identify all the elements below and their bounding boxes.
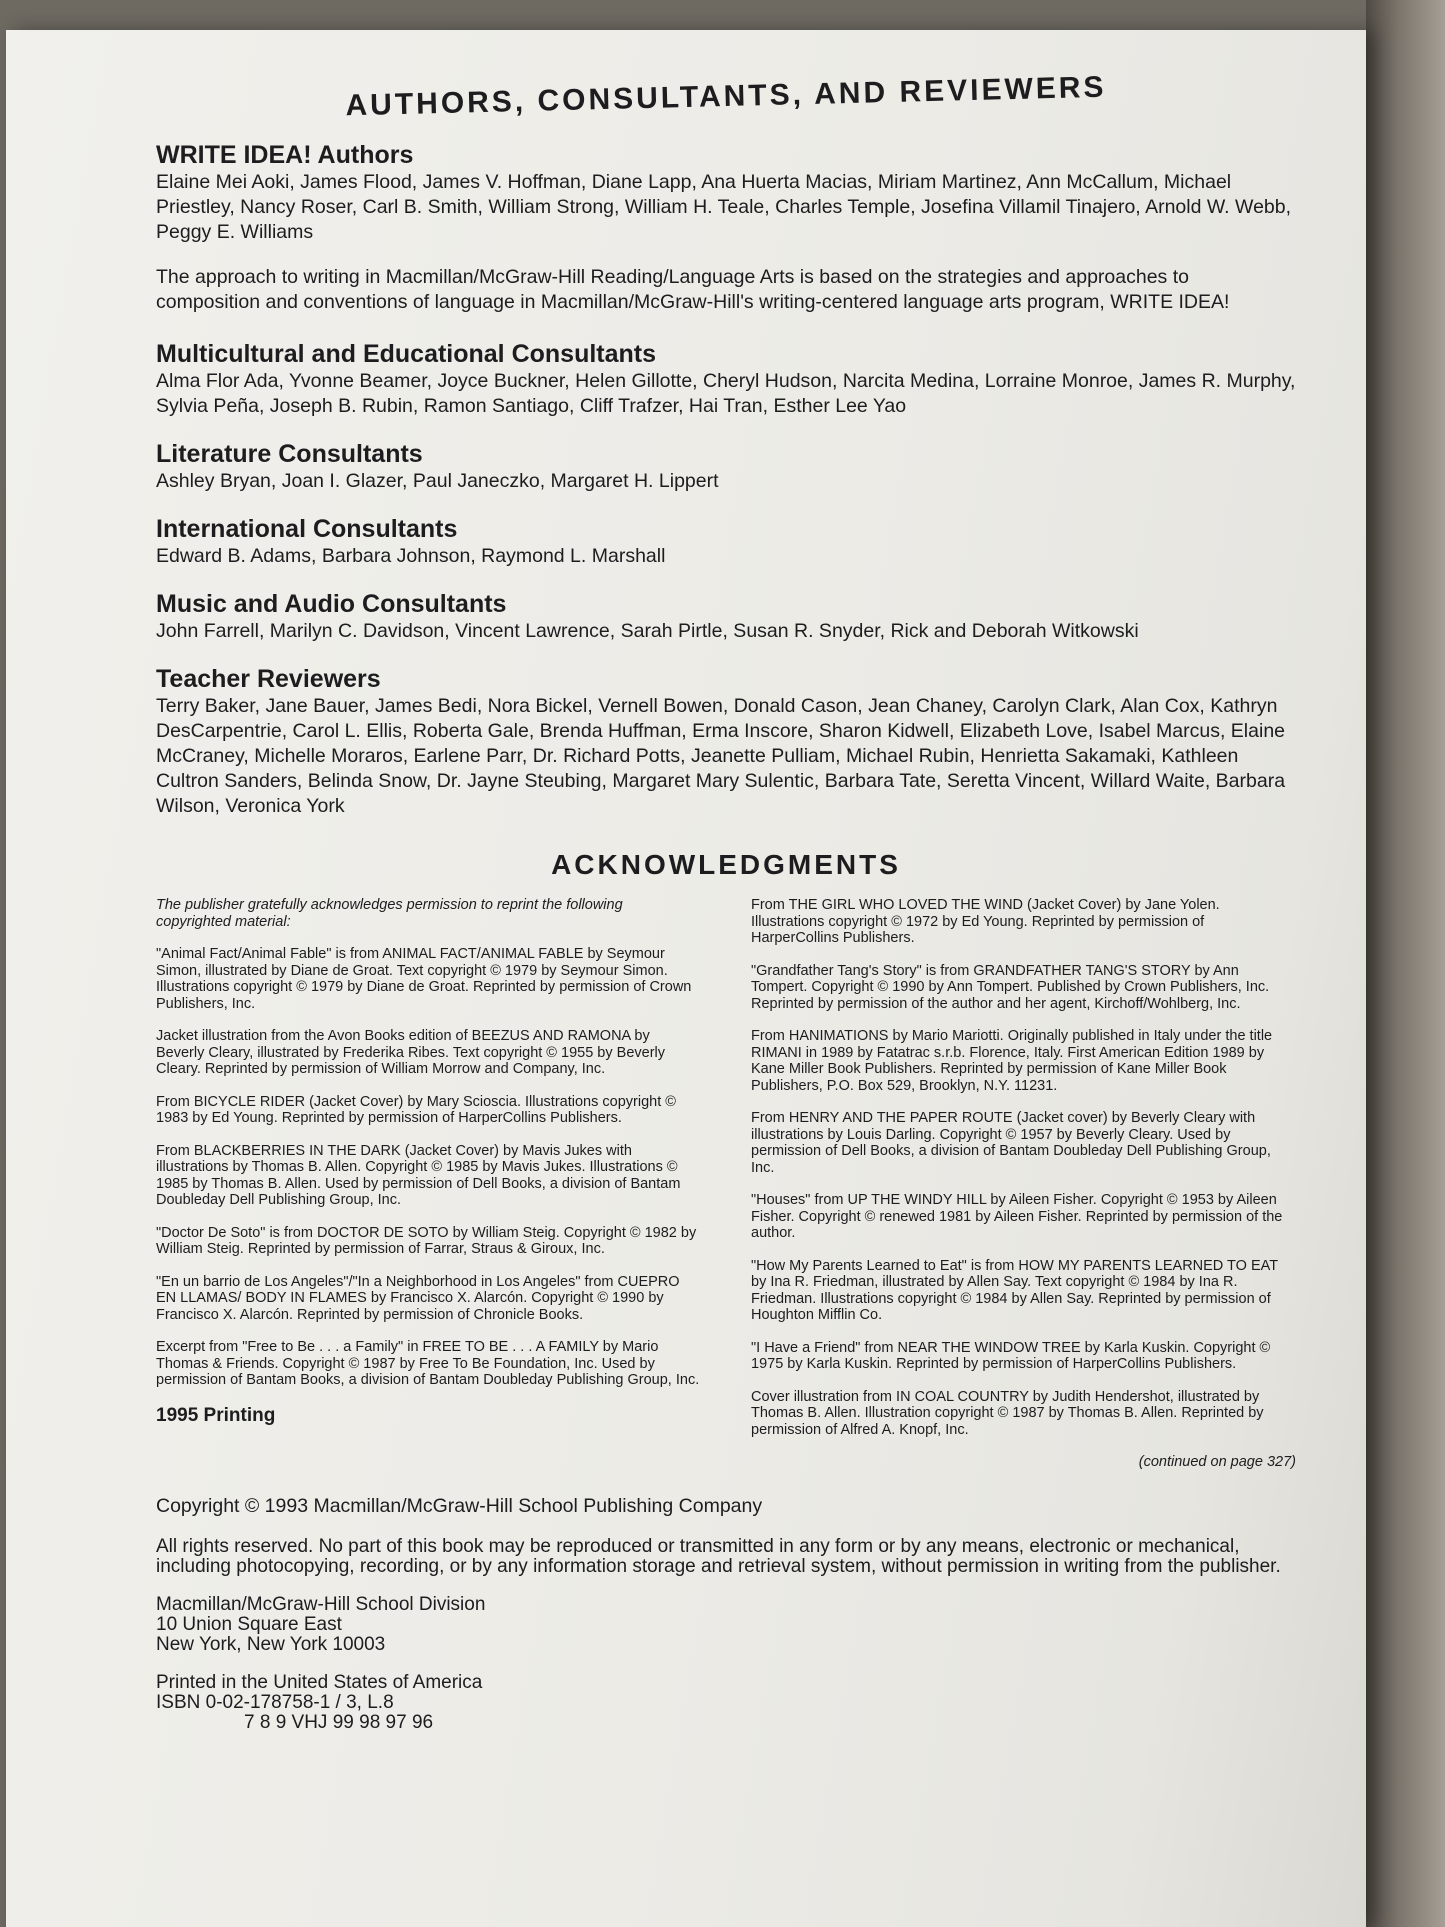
isbn: ISBN 0-02-178758-1 / 3, L.8: [156, 1691, 394, 1713]
print-info: [156, 1673, 1296, 1733]
ack-entry: "Houses" from UP THE WINDY HILL by Aileen Fisher. Copyright © 1953 by Aileen Fisher. Copyright © renewed 1981 by Aileen Fisher. Reprinted by permission of the author.: [751, 1192, 1283, 1241]
ack-entry: "Doctor De Soto" is from DOCTOR DE SOTO by William Steig. Copyright © 1982 by William Steig. Reprinted by permission of Farrar, Straus & Giroux, Inc.: [156, 1224, 697, 1257]
section-names: Elaine Mei Aoki, James Flood, James V. Hoffman, Diane Lapp, Ana Huerta Macias, Miriam Martinez, Ann McCallum, Michael Priestley, Nancy Roser, Carl B. Smith, William Strong, William H. Teale, Charles Temple, Josefina Villamil Tinajero, Arnold W. Webb, Peggy E. Williams: [156, 171, 1292, 243]
address-line: Macmillan/McGraw-Hill School Division: [156, 1593, 486, 1615]
section-heading: Multicultural and Educational Consultants: [156, 340, 657, 368]
section-heading: Music and Audio Consultants: [156, 590, 507, 618]
address-line: New York, New York 10003: [156, 1633, 386, 1655]
approach-paragraph: The approach to writing in Macmillan/McGraw-Hill Reading/Language Arts is based on the strategies and approaches to composition and conventions of language in Macmillan/McGraw-Hill's writing-centered language arts program, WRITE IDEA!: [156, 266, 1230, 313]
ack-entry: Cover illustration from IN COAL COUNTRY by Judith Hendershot, illustrated by Thomas B. Allen. Illustration copyright © 1987 by Thomas B. Allen. Reprinted by permission of Alfred A. Knopf, Inc.: [751, 1388, 1264, 1438]
rights-reserved: All rights reserved. No part of this book may be reproduced or transmitted in any form or by any means, electronic or mechanical, including photocopying, recording, or by any information storage and retrieval system, without permission in writing from the publisher.: [156, 1535, 1281, 1577]
section-names: Alma Flor Ada, Yvonne Beamer, Joyce Buckner, Helen Gillotte, Cheryl Hudson, Narcita Medina, Lorraine Monroe, James R. Murphy, Sylvia Peña, Joseph B. Rubin, Ramon Santiago, Cliff Trafzer, Hai Tran, Esther Lee Yao: [156, 370, 1296, 417]
page-title: AUTHORS, CONSULTANTS, AND REVIEWERS: [345, 70, 1107, 123]
book-page: [6, 30, 1366, 1927]
publisher-address: [156, 1595, 1296, 1655]
printed-in: Printed in the United States of America: [156, 1671, 483, 1693]
address-line: 10 Union Square East: [156, 1613, 342, 1635]
section-heading: International Consultants: [156, 515, 458, 543]
section-names: Ashley Bryan, Joan I. Glazer, Paul Janeczko, Margaret H. Lippert: [156, 470, 719, 492]
ack-left-column: [156, 897, 701, 1487]
ack-entry: "Grandfather Tang's Story" is from GRANDFATHER TANG'S STORY by Ann Tompert. Copyright © 1990 by Ann Tompert. Published by Crown Publishers, Inc. Reprinted by permission of the author and her agent, Kirchoff/Wohlberg, Inc.: [751, 962, 1270, 1012]
ack-entry: From THE GIRL WHO LOVED THE WIND (Jacket Cover) by Jane Yolen. Illustrations copyright © 1972 by Ed Young. Reprinted by permission of HarperCollins Publishers.: [751, 897, 1220, 946]
ack-entry: From HANIMATIONS by Mario Mariotti. Originally published in Italy under the title RIMANI in 1989 by Fatatrac s.r.b. Florence, Italy. First American Edition 1989 by Kane Miller Book Publishers. Reprinted by permission of Kane Miller Book Publishers, P.O. Box 529, Brooklyn, N.Y. 11231.: [751, 1028, 1273, 1094]
section-names: John Farrell, Marilyn C. Davidson, Vincent Lawrence, Sarah Pirtle, Susan R. Snyder, Rick and Deborah Witkowski: [156, 620, 1139, 642]
acknowledgments-title: ACKNOWLEDGMENTS: [551, 849, 901, 880]
section-heading: Literature Consultants: [156, 440, 423, 468]
write-idea-authors: [156, 140, 1296, 245]
ack-entry: Excerpt from "Free to Be . . . a Family" in FREE TO BE . . . A FAMILY by Mario Thomas & Friends. Copyright © 1987 by Free To Be Foundation, Inc. Used by permission of Bantam Books, a division of Bantam Doubleday Publishing Group, Inc.: [156, 1339, 700, 1388]
ack-intro: The publisher gratefully acknowledges permission to reprint the following copyrighted material:: [156, 897, 623, 930]
ack-entry: "How My Parents Learned to Eat" is from HOW MY PARENTS LEARNED TO EAT by Ina R. Friedman, illustrated by Allen Say. Text copyright © 1984 by Ina R. Friedman. Illustrations copyright © 1984 by Allen Say. Reprinted by permission of Houghton Mifflin Co.: [751, 1257, 1278, 1323]
ack-entry: "Animal Fact/Animal Fable" is from ANIMAL FACT/ANIMAL FABLE by Seymour Simon, illustrated by Diane de Groat. Text copyright © 1979 by Seymour Simon. Illustrations copyright © 1979 by Diane de Groat. Reprinted by permission of Crown Publishers, Inc.: [156, 946, 692, 1012]
ack-entry: "I Have a Friend" from NEAR THE WINDOW TREE by Karla Kuskin. Copyright © 1975 by Karla Kuskin. Reprinted by permission of HarperCollins Publishers.: [751, 1339, 1271, 1372]
ack-entry: From HENRY AND THE PAPER ROUTE (Jacket cover) by Beverly Cleary with illustrations by Louis Darling. Copyright © 1957 by Beverly Cleary. Used by permission of Dell Books, a division of Bantam Doubleday Dell Publishing Group, Inc.: [751, 1110, 1271, 1176]
literature-consultants: [156, 439, 1296, 494]
multicultural-consultants: [156, 339, 1296, 419]
continued-note: (continued on page 327): [1138, 1454, 1296, 1470]
copyright-line: Copyright © 1993 Macmillan/McGraw-Hill School Publishing Company: [156, 1494, 763, 1517]
ack-entry: Jacket illustration from the Avon Books edition of BEEZUS AND RAMONA by Beverly Cleary, illustrated by Frederika Ribes. Text copyright © 1955 by Beverly Cleary. Reprinted by permission of William Morrow and Company, Inc.: [156, 1028, 666, 1077]
section-names: Terry Baker, Jane Bauer, James Bedi, Nora Bickel, Vernell Bowen, Donald Cason, Jean Chaney, Carolyn Clark, Alan Cox, Kathryn DesCarpentrie, Carol L. Ellis, Roberta Gale, Brenda Huffman, Erma Inscore, Sharon Kidwell, Elizabeth Love, Isabel Marcus, Elaine McCraney, Michelle Moraros, Earlene Parr, Dr. Richard Potts, Jeanette Pulliam, Michael Rubin, Henrietta Sakamaki, Kathleen Cultron Sanders, Belinda Snow, Dr. Jayne Steubing, Margaret Mary Sulentic, Barbara Tate, Seretta Vincent, Willard Waite, Barbara Wilson, Veronica York: [156, 695, 1286, 817]
background-surface: [1366, 0, 1445, 1927]
section-names: Edward B. Adams, Barbara Johnson, Raymond L. Marshall: [156, 545, 666, 567]
section-heading: WRITE IDEA! Authors: [156, 141, 414, 169]
printing-label: 1995 Printing: [156, 1404, 276, 1426]
ack-right-column: [751, 897, 1296, 1487]
page-content: [156, 70, 1296, 1733]
section-heading: Teacher Reviewers: [156, 665, 381, 693]
teacher-reviewers: [156, 664, 1296, 819]
ack-entry: From BLACKBERRIES IN THE DARK (Jacket Cover) by Mavis Jukes with illustrations by Thomas B. Allen. Copyright © 1985 by Mavis Jukes. Illustrations © 1985 by Thomas B. Allen. Used by permission of Dell Books, a division of Bantam Doubleday Dell Publishing Group, Inc.: [156, 1142, 681, 1208]
print-codes: 7 8 9 VHJ 99 98 97 96: [244, 1711, 434, 1733]
international-consultants: [156, 514, 1296, 569]
ack-entry: From BICYCLE RIDER (Jacket Cover) by Mary Scioscia. Illustrations copyright © 1983 by Ed Young. Reprinted by permission of HarperCollins Publishers.: [156, 1093, 676, 1126]
ack-entry: "En un barrio de Los Angeles"/"In a Neighborhood in Los Angeles" from CUEPRO EN LLAMAS/ BODY IN FLAMES by Francisco X. Alarcón. Copyright © 1990 by Francisco X. Alarcón. Reprinted by permission of Chronicle Books.: [156, 1273, 680, 1323]
acknowledgments-columns: [156, 897, 1296, 1487]
music-audio-consultants: [156, 589, 1296, 644]
